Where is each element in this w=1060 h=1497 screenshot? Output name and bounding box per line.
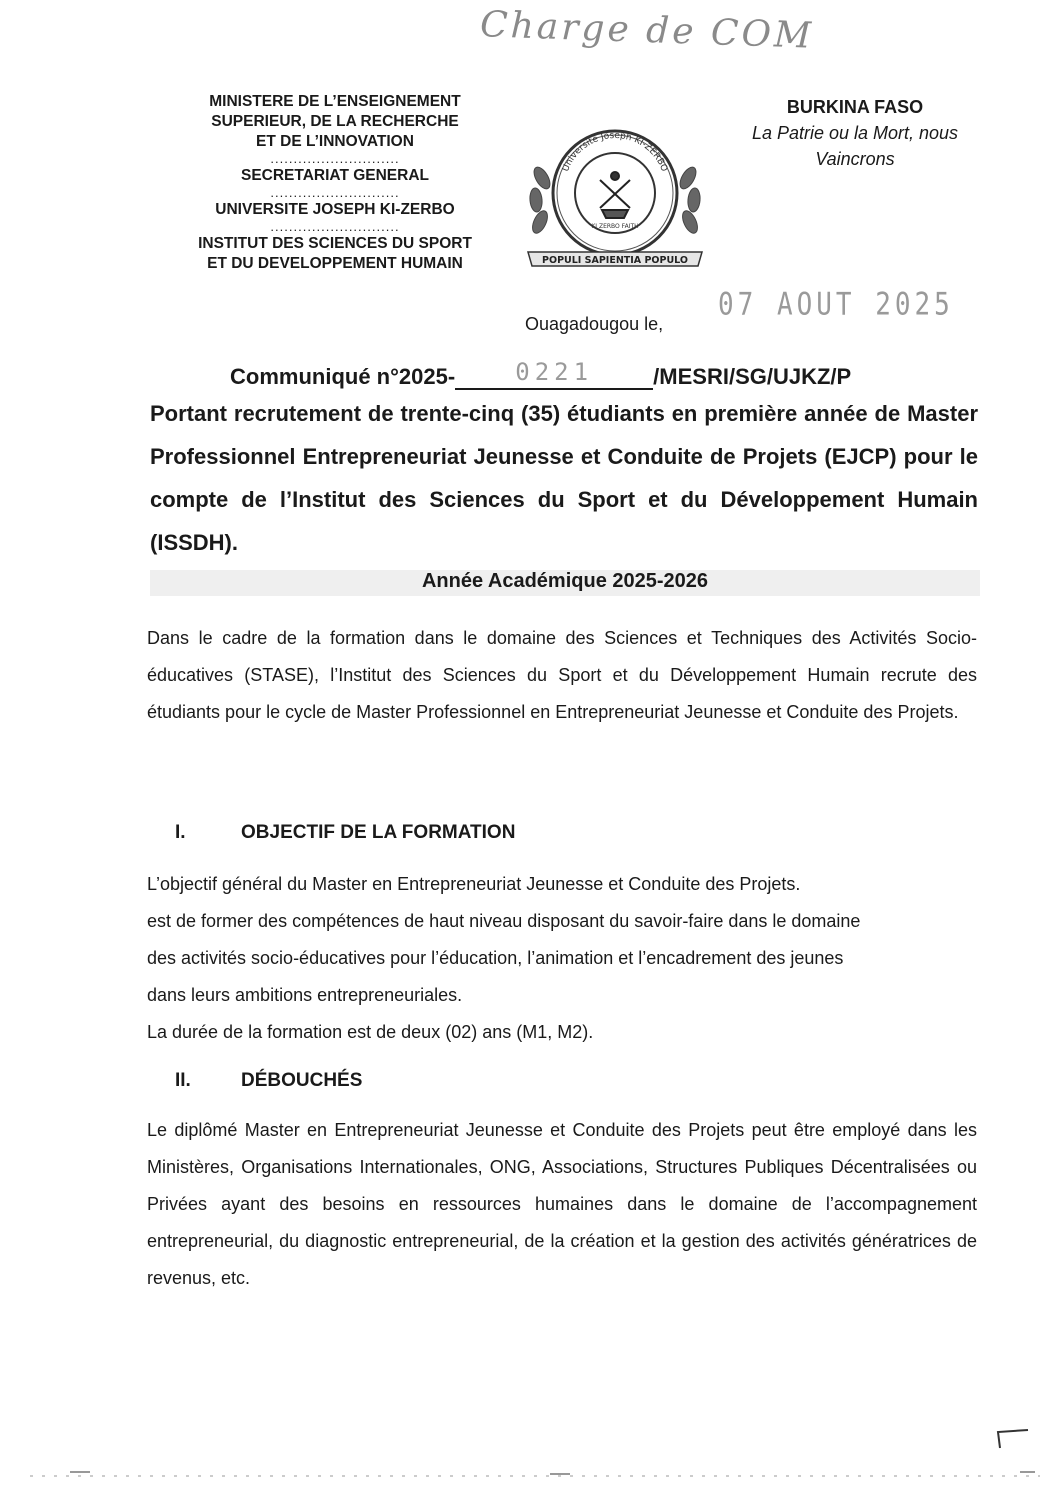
- country-name: BURKINA FASO: [786, 97, 924, 117]
- communique-subject: Portant recrutement de trente-cinq (35) étudiants en première année de Master Professionnel Entrepreneuriat Jeunesse et Conduite de Projets (EJCP) pour le compte de l’Institut des Sciences du Sport et du Développement Humain (ISSDH).: [150, 401, 978, 555]
- ministry-line-1: MINISTERE DE L’ENSEIGNEMENT: [209, 93, 461, 110]
- ministry-line-2: SUPERIEUR, DE LA RECHERCHE: [211, 113, 459, 130]
- intro-paragraph: Dans le cadre de la formation dans le domaine des Sciences et Techniques des Activités Socio-éducatives (STASE), l’Institut des Sciences du Sport et du Développement Humain recrute des étudiants pour le cycle de Master Professionnel en Entrepreneuriat Jeunesse et Conduite des Projets.: [147, 628, 977, 722]
- objectif-line: est de former des compétences de haut niveau disposant du savoir-faire dans le domaine: [147, 911, 861, 931]
- section-heading-debouches: [175, 1070, 362, 1092]
- communique-prefix: Communiqué n°2025-: [230, 364, 456, 389]
- separator-dots: ............................: [270, 219, 400, 234]
- communique-reference: [230, 358, 852, 390]
- objectif-line: des activités socio-éducatives pour l’éducation, l’animation et l’encadrement des jeunes: [147, 948, 844, 968]
- objectif-line: dans leurs ambitions entrepreneuriales.: [147, 985, 463, 1005]
- ministry-line-3: ET DE L’INNOVATION: [256, 133, 414, 150]
- secretariat-label: SECRETARIAT GENERAL: [240, 167, 429, 184]
- objectif-text: [147, 866, 977, 1051]
- seal-top-text: Université Joseph KI-ZERBO: [561, 130, 669, 174]
- separator-dots: ............................: [270, 151, 400, 166]
- objectif-line: La durée de la formation est de deux (02) ans (M1, M2).: [147, 1022, 594, 1042]
- university-seal: [520, 118, 710, 274]
- section-numeral: I.: [175, 822, 186, 843]
- ministry-header: [150, 92, 520, 274]
- handwritten-note: Charge de COM: [479, 4, 815, 57]
- communique-suffix: /MESRI/SG/UJKZ/P: [653, 364, 852, 389]
- university-label: UNIVERSITE JOSEPH KI-ZERBO: [215, 201, 455, 218]
- scan-edge-noise: [30, 1470, 1040, 1484]
- debouches-paragraph: Le diplômé Master en Entrepreneuriat Jeunesse et Conduite des Projets peut être employé dans les Ministères, Organisations Internationales, ONG, Associations, Structures Publiques Décentralisées ou Privées ayant des besoins en ressources humaines dans le domaine de l’accompagnement entrepreneurial, du diagnostic entrepreneurial, de la création et la gestion des activités génératrices de revenus, etc.: [147, 1120, 977, 1288]
- separator-dots: ............................: [270, 185, 400, 200]
- institute-line-2: ET DU DEVELOPPEMENT HUMAIN: [207, 255, 463, 272]
- communique-number-field: [455, 358, 653, 390]
- section-heading-objectif: [175, 822, 515, 844]
- country-header: [720, 94, 990, 172]
- city-date-label: Ouagadougou le,: [525, 314, 664, 334]
- section-title: OBJECTIF DE LA FORMATION: [241, 822, 516, 843]
- seal-banner-text: POPULI SAPIENTIA POPULO: [542, 255, 688, 266]
- national-motto: La Patrie ou la Mort, nous Vaincrons: [751, 123, 959, 169]
- seal-inner-text: KI ZERBO FAITH: [591, 223, 639, 230]
- seal-emblem-icon: [520, 118, 710, 274]
- objectif-line: L’objectif général du Master en Entrepreneuriat Jeunesse et Conduite des Projets.: [147, 874, 801, 894]
- section-title: DÉBOUCHÉS: [241, 1070, 363, 1091]
- date-stamp: 07 AOUT 2025: [718, 287, 954, 323]
- institute-line-1: INSTITUT DES SCIENCES DU SPORT: [198, 235, 472, 252]
- academic-year: Année Académique 2025-2026: [421, 570, 709, 592]
- corner-pen-mark-icon: [992, 1426, 1032, 1456]
- communique-number: 0221: [515, 358, 594, 386]
- section-numeral: II.: [175, 1070, 191, 1091]
